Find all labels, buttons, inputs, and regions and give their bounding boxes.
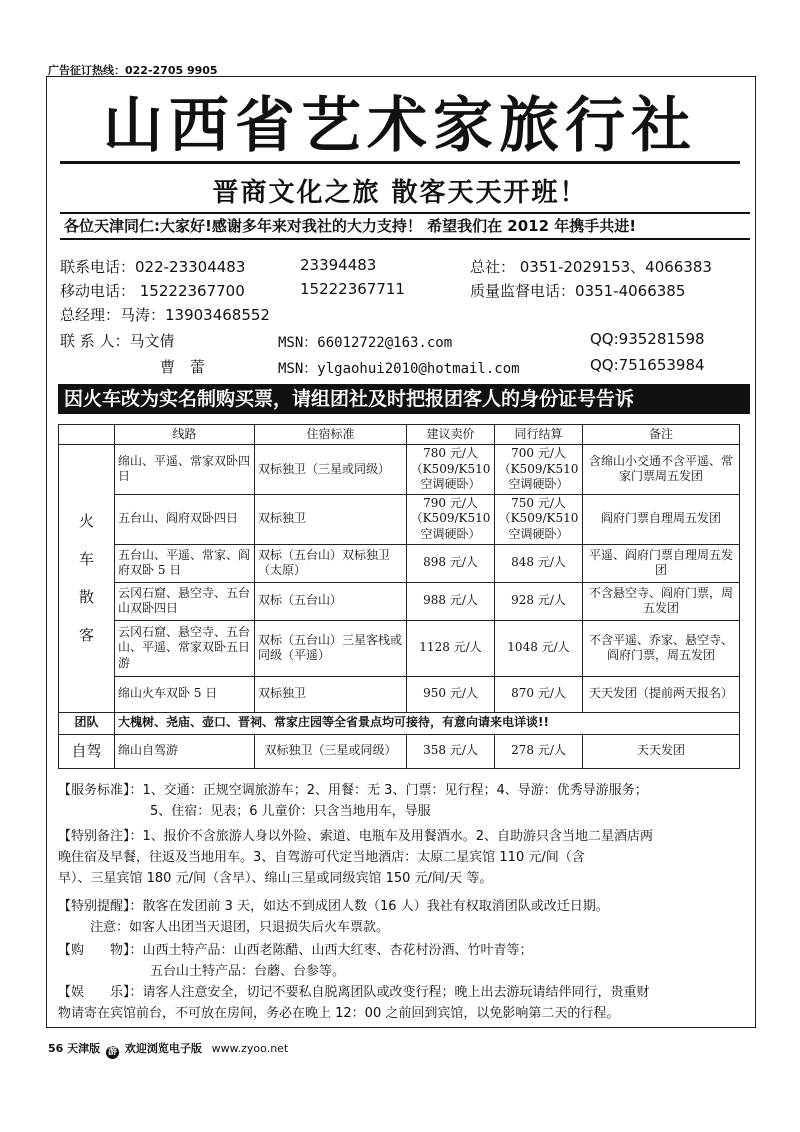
settle-cell: 278 元/人 xyxy=(495,734,583,768)
route-cell: 云冈石窟、悬空寺、五台山、平遥、常家双卧五日游 xyxy=(115,620,255,676)
route-cell: 五台山、平遥、常家、阎府双卧 5 日 xyxy=(115,544,255,582)
price-cell: 780 元/人（K509/K510 空调硬卧） xyxy=(407,445,495,495)
table-row xyxy=(59,494,740,544)
price-cell: 950 元/人 xyxy=(407,676,495,712)
route-cell: 云冈石窟、悬空寺、五台山双卧四日 xyxy=(115,582,255,620)
price-cell: 1128 元/人 xyxy=(407,620,495,676)
stay-cell: 双标（五台山）双标独卫（太原） xyxy=(255,544,407,582)
stay-cell: 双标（五台山）三星客栈或同级（平遥） xyxy=(255,620,407,676)
special-notes xyxy=(58,826,748,889)
route-cell: 绵山自驾游 xyxy=(115,734,255,768)
note-cell: 平遥、阎府门票自理周五发团 xyxy=(583,544,740,582)
stay-cell: 双标独卫 xyxy=(255,494,407,544)
price-cell: 988 元/人 xyxy=(407,582,495,620)
note-cell: 含绵山小交通不含平遥、常家门票周五发团 xyxy=(583,445,740,495)
price-table xyxy=(58,424,740,769)
table-header: 住宿标准 xyxy=(255,425,407,445)
price-cell: 790 元/人（K509/K510 空调硬卧） xyxy=(407,494,495,544)
real-name-notice: 因火车改为实名制购买票，请组团社及时把报团客人的身份证号告诉 xyxy=(58,384,750,414)
footer-tagline: 欢迎浏览电子版 xyxy=(124,1042,202,1055)
table-header-corner xyxy=(59,425,115,445)
info-line: 注意：如客人出团当天退团，只退损失后火车票款。 xyxy=(90,920,390,935)
settle-cell: 750 元/人（K509/K510 空调硬卧） xyxy=(495,494,583,544)
note-cell: 不含平遥、乔家、悬空寺、阎府门票，周五发团 xyxy=(583,620,740,676)
settle-cell: 928 元/人 xyxy=(495,582,583,620)
mobile-phone-2: 15222367711 xyxy=(300,280,405,298)
info-line: 【特别备注】：1、报价不含旅游人身以外险、索道、电瓶车及用餐酒水。2、自助游只含当地二星酒店两 xyxy=(58,829,654,844)
mobile-phone: 移动电话： 15222367700 xyxy=(60,282,245,300)
msn-1: MSN：66012722@163.com xyxy=(278,335,453,351)
table-header: 同行结算 xyxy=(495,425,583,445)
contact-phone: 联系电话：022-23304483 xyxy=(60,258,246,276)
settle-cell: 848 元/人 xyxy=(495,544,583,582)
info-line: 【特别提醒】：散客在发团前 3 天，如达不到成团人数（16 人）我社有权取消团队或改迁日期。 xyxy=(58,899,609,914)
route-cell: 五台山、阎府双卧四日 xyxy=(115,494,255,544)
entertainment xyxy=(58,982,748,1024)
settle-cell: 700 元/人（K509/K510 空调硬卧） xyxy=(495,445,583,495)
route-cell: 绵山、平遥、常家双卧四日 xyxy=(115,445,255,495)
website-link[interactable]: www.zyoo.net xyxy=(211,1042,289,1055)
special-reminder xyxy=(58,896,748,938)
self-drive-row xyxy=(59,734,740,768)
group-label: 团队 xyxy=(59,712,115,734)
stay-cell: 双标（五台山） xyxy=(255,582,407,620)
info-line: 物请寄在宾馆前台，不可放在房间，务必在晚上 12：00 之前回到宾馆，以免影响第二天的行程。 xyxy=(58,1006,620,1021)
price-cell: 358 元/人 xyxy=(407,734,495,768)
general-manager: 总经理：马涛：13903468552 xyxy=(60,306,270,324)
service-standard xyxy=(58,780,748,822)
stay-cell: 双标独卫（三星或同级） xyxy=(255,734,407,768)
greeting-bar: 各位天津同仁:大家好!感谢多年来对我社的大力支持！ 希望我们在 2012 年携手共进! xyxy=(60,212,750,240)
info-line: 【购 物】：山西土特产品：山西老陈醋、山西大红枣、杏花村汾酒、竹叶青等； xyxy=(58,943,533,958)
note-cell: 天天发团 xyxy=(583,734,740,768)
route-cell: 绵山火车双卧 5 日 xyxy=(115,676,255,712)
table-header: 线路 xyxy=(115,425,255,445)
qq-1: QQ:935281598 xyxy=(590,330,705,348)
slogan: 晋商文化之旅 散客天天开班！ xyxy=(212,178,588,208)
self-drive-label: 自驾 xyxy=(59,734,115,768)
category-char: 散 xyxy=(78,588,94,607)
agency-title: 山西省艺术家旅行社 xyxy=(60,88,740,164)
group-row xyxy=(59,712,740,734)
note-cell: 阎府门票自理周五发团 xyxy=(583,494,740,544)
group-text: 大槐树、尧庙、壶口、晋祠、常家庄园等全省景点均可接待，有意向请来电详谈!! xyxy=(115,712,740,734)
info-line: 五台山土特产品：台蘑、台参等。 xyxy=(150,964,346,979)
page-footer xyxy=(48,1040,288,1059)
table-row xyxy=(59,582,740,620)
settle-cell: 1048 元/人 xyxy=(495,620,583,676)
hq-phone: 总社： 0351-2029153、4066383 xyxy=(470,258,712,276)
stay-cell: 双标独卫 xyxy=(255,676,407,712)
table-row xyxy=(59,445,740,495)
contact-person-2: 曹 蕾 xyxy=(160,358,206,376)
stay-cell: 双标独卫（三星或同级） xyxy=(255,445,407,495)
contact-person-1: 联 系 人：马文倩 xyxy=(60,332,175,350)
table-row xyxy=(59,544,740,582)
table-row xyxy=(59,676,740,712)
table-row xyxy=(59,620,740,676)
magazine-logo-icon: 游 xyxy=(107,1047,117,1057)
info-line: 【娱 乐】：请客人注意安全，切记不要私自脱离团队或改变行程；晚上出去游玩请结伴同行，贵重财 xyxy=(58,985,650,1000)
qq-2: QQ:751653984 xyxy=(590,356,705,374)
category-char: 火 xyxy=(78,512,94,531)
train-category-cell xyxy=(59,445,115,713)
category-char: 客 xyxy=(78,626,94,645)
info-line: 早）、三星宾馆 180 元/间（含早）、绵山三星或同级宾馆 150 元/间/天 等。 xyxy=(58,871,493,886)
page-number: 56 天津版 xyxy=(48,1042,101,1055)
price-cell: 898 元/人 xyxy=(407,544,495,582)
msn-2: MSN：ylgaohui2010@hotmail.com xyxy=(278,361,520,377)
table-header: 建议卖价 xyxy=(407,425,495,445)
settle-cell: 870 元/人 xyxy=(495,676,583,712)
shopping xyxy=(58,940,748,982)
info-line: 5、住宿：见表；6 儿童价：只含当地用车，导服 xyxy=(150,804,431,819)
note-cell: 天天发团（提前两天报名） xyxy=(583,676,740,712)
info-line: 晚住宿及早餐，往返及当地用车。3、自驾游可代定当地酒店：太原二星宾馆 110 元/间（含 xyxy=(58,850,585,865)
contact-phone-2: 23394483 xyxy=(300,256,377,274)
note-cell: 不含悬空寺、阎府门票，周五发团 xyxy=(583,582,740,620)
table-header-row xyxy=(59,425,740,445)
category-char: 车 xyxy=(78,550,94,569)
ad-hotline: 广告征订热线：022-2705 9905 xyxy=(48,64,218,77)
info-line: 【服务标准】：1、交通：正规空调旅游车；2、用餐：无 3、门票：见行程；4、导游：优秀导游服务； xyxy=(58,783,648,798)
table-header: 备注 xyxy=(583,425,740,445)
quality-phone: 质量监督电话：0351-4066385 xyxy=(470,282,686,300)
